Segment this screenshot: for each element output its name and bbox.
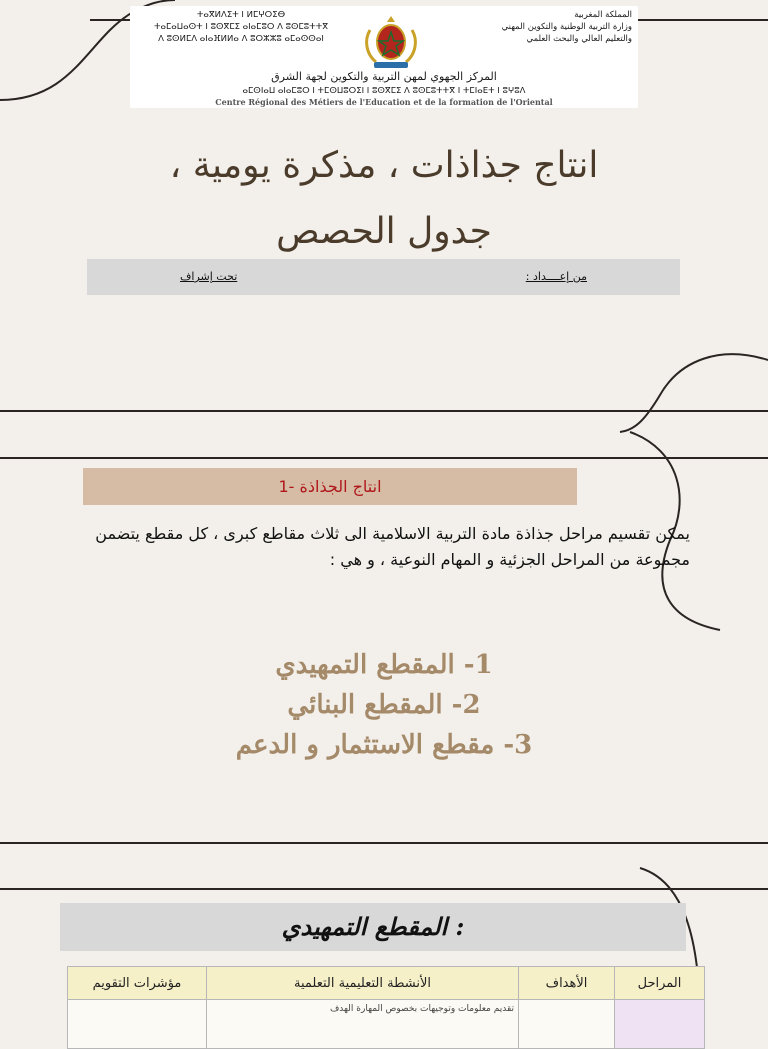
slide-separator <box>0 842 768 844</box>
page-title-line1: انتاج جذاذات ، مذكرة يومية ، <box>169 145 599 186</box>
table-cell <box>519 1000 615 1049</box>
supervisor-label: تحت إشراف <box>180 270 238 283</box>
tifinagh-line: ⵜⴰⴳⵍⴷⵉⵜ ⵏ ⵍⵎⵖⵔⵉⴱ <box>196 10 286 20</box>
stage-heading: : المقطع التمهيدي <box>60 903 686 951</box>
tifinagh-line: ⴷ ⵓⵙⵍⵎⴷ ⴰⵏⴰⴼⵍⵍⴰ ⴷ ⵓⵔⵣⵣⵓ ⴰⵎⴰⵙⵙⴰⵏ <box>158 34 324 44</box>
slide-separator <box>0 888 768 890</box>
column-header: الأهداف <box>519 967 615 1000</box>
segment-item: 3- مقطع الاستثمار و الدعم <box>235 730 533 760</box>
segment-item: 1- المقطع التمهيدي <box>275 650 493 680</box>
credits-bar <box>87 259 680 295</box>
segment-item: 2- المقطع البنائي <box>287 690 481 720</box>
institution-header <box>130 6 638 108</box>
column-header: المراحل <box>615 967 705 1000</box>
table-cell <box>615 1000 705 1049</box>
page-title-line2: جدول الحصص <box>276 211 492 252</box>
tifinagh-line: ⵜⴰⵎⴰⵡⴰⵙⵜ ⵏ ⵓⵙⴳⵎⵉ ⴰⵏⴰⵎⵓⵔ ⴷ ⵓⵙⵎⵓⵜⵜⴳ <box>153 22 329 32</box>
arabic-header-line: المملكة المغربية <box>574 10 632 20</box>
table-cell: تقديم معلومات وتوجيهات بخصوص المهارة الهدف <box>207 1000 519 1049</box>
stage-table <box>67 966 705 1049</box>
segments-list <box>0 645 768 765</box>
intro-paragraph: يمكن تقسيم مراحل جذاذة مادة التربية الاسلامية الى ثلاث مقاطع كبرى ، كل مقطع يتضمن مجموعة من المراحل الجزئية و المهام النوعية ، و هي : <box>95 524 690 569</box>
arabic-header-line: وزارة التربية الوطنية والتكوين المهني <box>501 22 632 32</box>
column-header: مؤشرات التقويم <box>68 967 207 1000</box>
regional-center-arabic: المركز الجهوي لمهن التربية والتكوين لجهة الشرق <box>271 70 497 83</box>
section-heading: انتاج الجذاذة -1 <box>83 468 577 505</box>
regional-center-french: Centre Régional des Métiers de l'Education et de la formation de l'Oriental <box>215 97 553 107</box>
moroccan-coat-of-arms-icon <box>360 12 422 70</box>
slide-separator <box>0 410 768 412</box>
column-header: الأنشطة التعليمية التعلمية <box>207 967 519 1000</box>
slide-separator <box>0 457 768 459</box>
arabic-header-line: والتعليم العالي والبحث العلمي <box>526 34 632 44</box>
author-label: من إعــــداد : <box>525 270 587 283</box>
table-row <box>68 1000 705 1049</box>
regional-center-tifinagh: ⴰⵎⵙⵏⴰⵡ ⴰⵏⴰⵎⵓⵔ ⵏ ⵜⵎⵙⵡⵓⵔⵉⵏ ⵏ ⵓⵙⴳⵎⵉ ⴷ ⵓⵙⵎⵓⵜⵜⴳ ⵏ ⵜⵎⵏⴰⴹⵜ ⵏ ⵓⵖⵓⴷ <box>242 86 526 96</box>
table-cell <box>68 1000 207 1049</box>
